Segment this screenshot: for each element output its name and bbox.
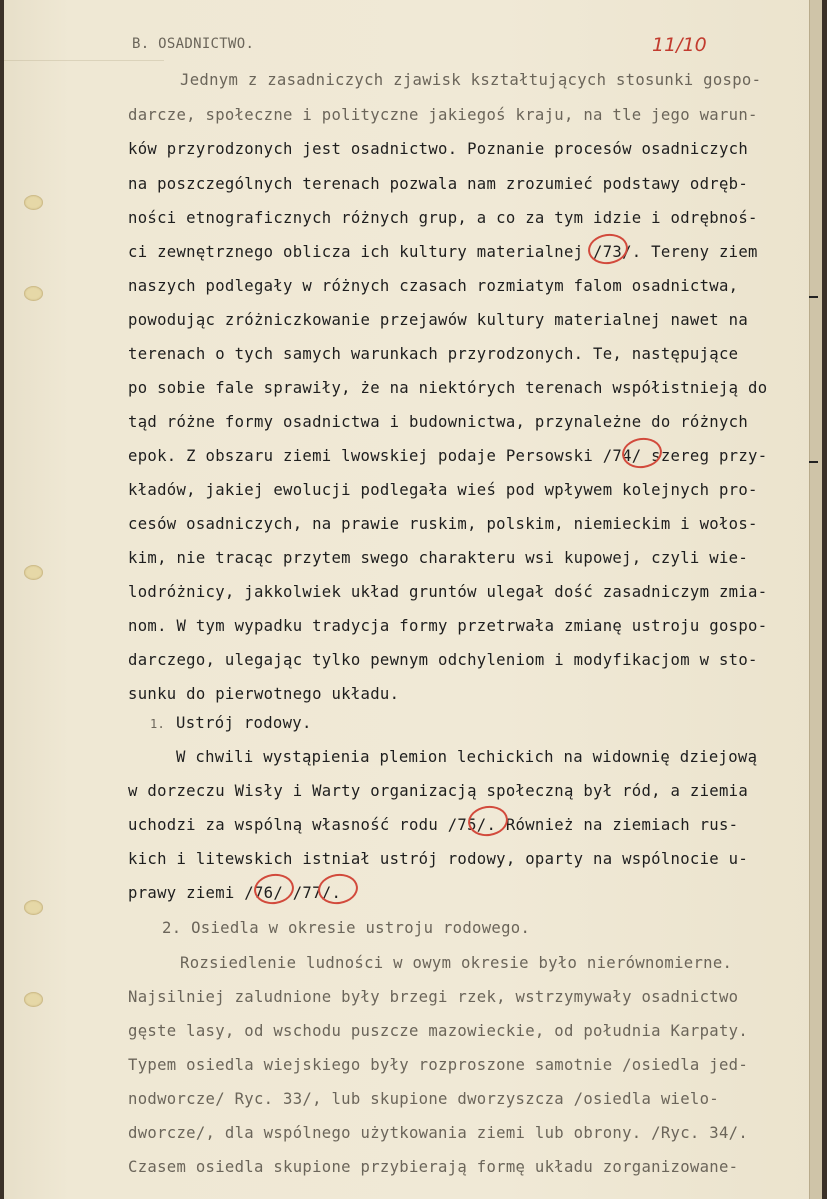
text-line: naszych podlegały w różnych czasach rozmiatym falom osadnictwa,: [128, 277, 739, 295]
punch-hole: [24, 900, 43, 915]
text-line: epok. Z obszaru ziemi lwowskiej podaje Persowski /74/ szereg przy-: [128, 447, 768, 465]
text-line: ności etnograficznych różnych grup, a co za tym idzie i odrębnoś-: [128, 209, 758, 227]
subheading: 2. Osiedla w okresie ustroju rodowego.: [162, 919, 531, 937]
text-line: Typem osiedla wiejskiego były rozproszone samotnie /osiedla jed-: [128, 1056, 749, 1074]
text-line: Jednym z zasadniczych zjawisk kształtujących stosunki gospo-: [180, 71, 762, 89]
document-page: [4, 0, 822, 1199]
text-line: na poszczególnych terenach pozwala nam zrozumieć podstawy odręb-: [128, 175, 749, 193]
punch-hole: [24, 565, 43, 580]
section-heading: B. OSADNICTWO.: [132, 36, 255, 52]
text-line: prawy ziemi /76/ /77/.: [128, 884, 342, 902]
text-line: nodworcze/ Ryc. 33/, lub skupione dworzyszcza /osiedla wielo-: [128, 1090, 719, 1108]
text-line: ków przyrodzonych jest osadnictwo. Poznanie procesów osadniczych: [128, 140, 749, 158]
text-line: dworcze/, dla wspólnego użytkowania ziemi lub obrony. /Ryc. 34/.: [128, 1124, 749, 1142]
text-line: powodując zróżniczkowanie przejawów kultury materialnej nawet na: [128, 311, 749, 329]
text-line: Czasem osiedla skupione przybierają formę układu zorganizowane-: [128, 1158, 739, 1176]
text-line: lodróżnicy, jakkolwiek układ gruntów ulegał dość zasadniczym zmia-: [128, 583, 768, 601]
text-line: w dorzeczu Wisły i Warty organizacją społeczną był ród, a ziemia: [128, 782, 749, 800]
reference-circle-mark: [586, 231, 630, 266]
reference-circle-mark: [620, 435, 664, 470]
text-line: po sobie fale sprawiły, że na niektórych terenach współistnieją do: [128, 379, 768, 397]
text-line: Najsilniej zaludnione były brzegi rzek, wstrzymywały osadnictwo: [128, 988, 739, 1006]
text-line: darcze, społeczne i polityczne jakiegoś kraju, na tle jego warun-: [128, 106, 758, 124]
text-line: kich i litewskich istniał ustrój rodowy, oparty na wspólnocie u-: [128, 850, 749, 868]
page-number-annotation: 11/10: [652, 34, 707, 56]
text-line: sunku do pierwotnego układu.: [128, 685, 400, 703]
text-line: uchodzi za wspólną własność rodu /75/. Również na ziemiach rus-: [128, 816, 739, 834]
punch-hole: [24, 195, 43, 210]
subheading: Ustrój rodowy.: [176, 714, 312, 732]
text-line: ci zewnętrznego oblicza ich kultury materialnej /73/. Tereny ziem: [128, 243, 758, 261]
margin-tick: [809, 461, 818, 463]
punch-hole: [24, 286, 43, 301]
margin-tick: [809, 296, 818, 298]
text-line: gęste lasy, od wschodu puszcze mazowieckie, od południa Karpaty.: [128, 1022, 749, 1040]
text-line: W chwili wystąpienia plemion lechickich na widownię dziejową: [176, 748, 758, 766]
text-line: kim, nie tracąc przytem swego charakteru wsi kupowej, czyli wie-: [128, 549, 749, 567]
punch-hole: [24, 992, 43, 1007]
text-line: darczego, ulegając tylko pewnym odchyleniom i modyfikacjom w sto-: [128, 651, 758, 669]
text-line: Rozsiedlenie ludności w owym okresie było nierównomierne.: [180, 954, 733, 972]
margin-note: 1.: [150, 717, 166, 731]
underlying-page-edge: [809, 0, 822, 1199]
text-line: kładów, jakiej ewolucji podlegała wieś pod wpływem kolejnych pro-: [128, 481, 758, 499]
text-line: tąd różne formy osadnictwa i budownictwa, przynależne do różnych: [128, 413, 749, 431]
text-line: cesów osadniczych, na prawie ruskim, polskim, niemieckim i wołos-: [128, 515, 758, 533]
text-line: nom. W tym wypadku tradycja formy przetrwała zmianę ustroju gospo-: [128, 617, 768, 635]
text-line: terenach o tych samych warunkach przyrodzonych. Te, następujące: [128, 345, 739, 363]
